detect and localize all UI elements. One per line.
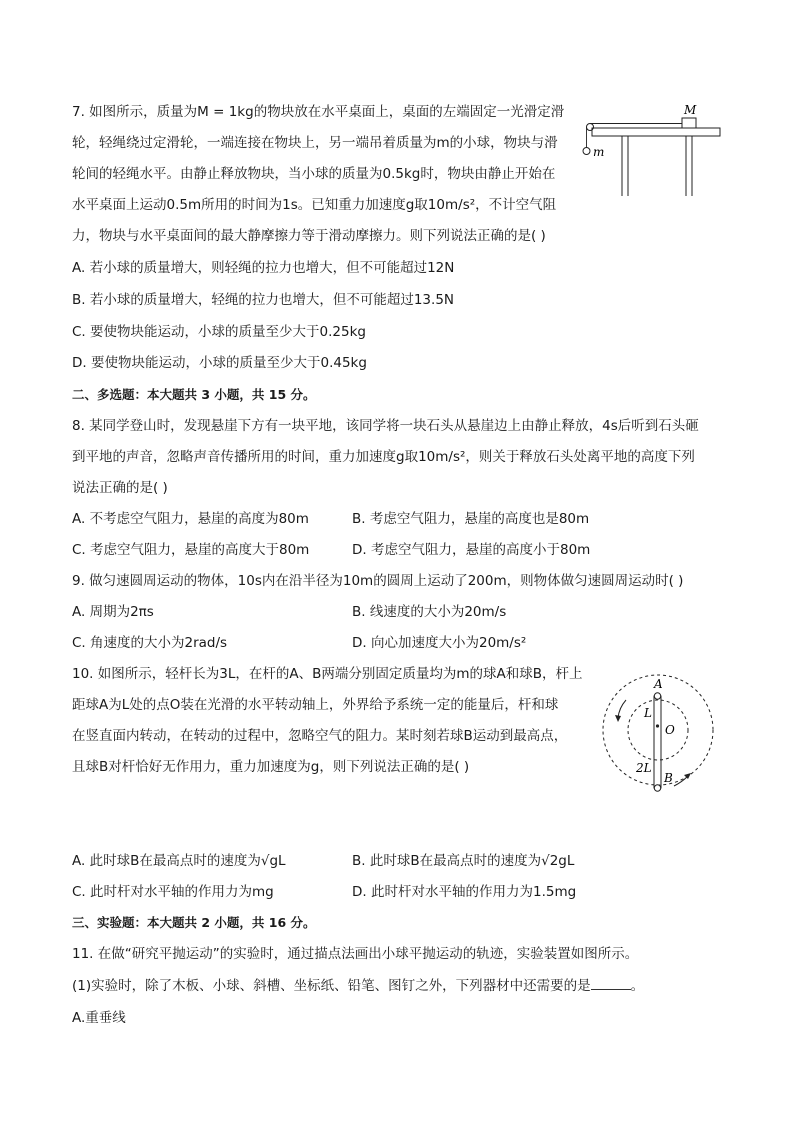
q7-option-a: A. 若小球的质量增大，则轻绳的拉力也增大，但不可能超过12N: [72, 260, 455, 276]
q10-option-a: A. 此时球B在最高点时的速度为√gL: [72, 853, 286, 869]
q9-option-c: C. 角速度的大小为2rad/s: [72, 635, 228, 651]
q9-line-1: 9. 做匀速圆周运动的物体，10s内在沿半径为10m的圆周上运动了200m，则物体做匀速圆周运动时( ): [72, 573, 684, 589]
q8-option-a: A. 不考虑空气阻力，悬崖的高度为80m: [72, 511, 309, 527]
q7-label-M: M: [684, 103, 697, 117]
q10-line-2: 距球A为L处的点O装在光滑的水平转动轴上，外界给予系统一定的能量后，杆和球: [72, 697, 559, 713]
q11-part1-text: (1)实验时，除了木板、小球、斜槽、坐标纸、铅笔、图钉之外，下列器材中还需要的是: [72, 978, 591, 994]
q10-line-4: 且球B对杆恰好无作用力，重力加速度为g，则下列说法正确的是( ): [72, 759, 470, 775]
q10-label-2L: 2L: [636, 761, 652, 775]
q9-option-d: D. 向心加速度大小为20m/s²: [352, 635, 527, 651]
q10-label-L: L: [644, 706, 652, 720]
q8-option-c: C. 考虑空气阻力，悬崖的高度大于80m: [72, 542, 310, 558]
q7-label-m: m: [593, 145, 605, 159]
q8-option-d: D. 考虑空气阻力，悬崖的高度小于80m: [352, 542, 591, 558]
q7-option-c: C. 要使物块能运动，小球的质量至少大于0.25kg: [72, 324, 366, 340]
q11-line-1: 11. 在做“研究平抛运动”的实验时，通过描点法画出小球平抛运动的轨迹，实验装置如图所示。: [72, 946, 639, 962]
q7-option-d: D. 要使物块能运动，小球的质量至少大于0.45kg: [72, 355, 367, 371]
q7-line-3: 轮间的轻绳水平。由静止释放物块，当小球的质量为0.5kg时，物块由静止开始在: [72, 166, 556, 182]
section-3-heading: 三、实验题：本大题共 2 小题，共 16 分。: [72, 915, 316, 930]
q10-label-B: B: [664, 771, 673, 785]
q7-line-4: 水平桌面上运动0.5m所用的时间为1s。已知重力加速度g取10m/s²，不计空气阻: [72, 197, 557, 213]
q11-option-a: A.重垂线: [72, 1010, 126, 1026]
q10-rotating-rod-figure: [596, 672, 718, 800]
section-2-heading: 二、多选题：本大题共 3 小题，共 15 分。: [72, 387, 316, 402]
q8-line-2: 到平地的声音，忽略声音传播所用的时间，重力加速度g取10m/s²，则关于释放石头处离平地的高度下列: [72, 449, 695, 465]
q10-line-3: 在竖直面内转动，在转动的过程中，忽略空气的阻力。某时刻若球B运动到最高点，: [72, 728, 568, 744]
q10-option-b: B. 此时球B在最高点时的速度为√2gL: [352, 853, 575, 869]
q7-option-b: B. 若小球的质量增大，轻绳的拉力也增大，但不可能超过13.5N: [72, 292, 455, 308]
q10-label-A: A: [654, 677, 663, 691]
q10-line-1: 10. 如图所示，轻杆长为3L，在杆的A、B两端分别固定质量均为m的球A和球B，杆上: [72, 666, 583, 682]
q7-line-2: 轮，轻绳绕过定滑轮，一端连接在物块上，另一端吊着质量为m的小球，物块与滑: [72, 135, 558, 151]
q7-line-5: 力，物块与水平桌面间的最大静摩擦力等于滑动摩擦力。则下列说法正确的是( ): [72, 228, 546, 244]
q8-line-1: 8. 某同学登山时，发现悬崖下方有一块平地，该同学将一块石头从悬崖边上由静止释放，4s后听到石头砸: [72, 418, 699, 434]
q9-option-a: A. 周期为2πs: [72, 604, 154, 620]
q8-option-b: B. 考虑空气阻力，悬崖的高度也是80m: [352, 511, 590, 527]
q7-table-pulley-figure: [582, 100, 724, 196]
q10-option-c: C. 此时杆对水平轴的作用力为mg: [72, 884, 274, 900]
q11-answer-blank[interactable]: [591, 977, 631, 990]
q11-part1-tail: 。: [630, 978, 645, 994]
q10-label-O: O: [665, 723, 675, 737]
q10-option-d: D. 此时杆对水平轴的作用力为1.5mg: [352, 884, 577, 900]
q7-line-1: 7. 如图所示，质量为M = 1kg的物块放在水平桌面上，桌面的左端固定一光滑定滑: [72, 104, 565, 120]
q8-line-3: 说法正确的是( ): [72, 480, 168, 496]
q9-option-b: B. 线速度的大小为20m/s: [352, 604, 507, 620]
q11-line-2: [72, 976, 644, 996]
